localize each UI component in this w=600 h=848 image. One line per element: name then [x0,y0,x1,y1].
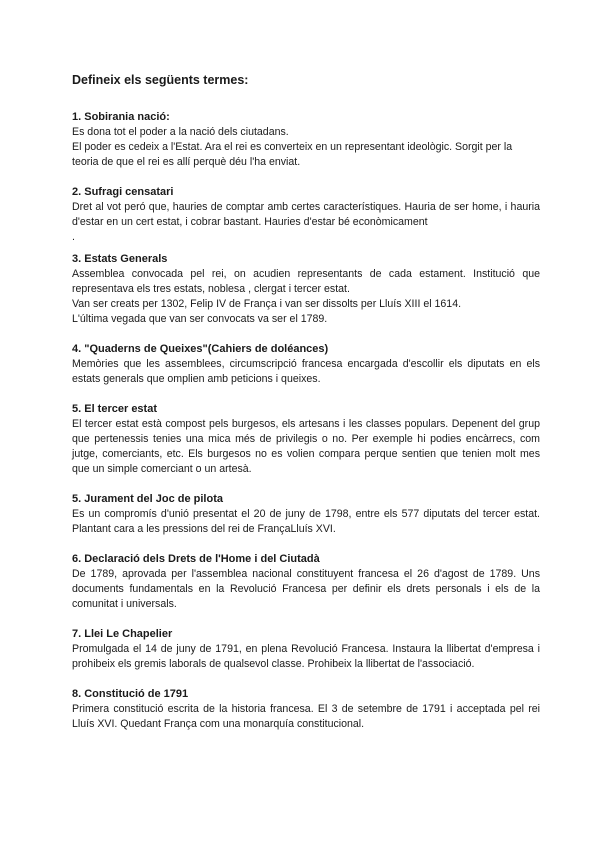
section-paragraph: Es un compromís d'unió presentat el 20 de juny de 1798, entre els 577 diputats del tercer estat. Plantant cara a les pressions del rei de FrançaLluís XVI. [72,508,540,535]
section-llei-chapelier [72,627,540,672]
section-paragraph: Primera constitució escrita de la historia francesa. El 3 de setembre de 1791 i acceptada pel rei Lluís XVI. Quedant França com una monarquía constitucional. [72,703,540,730]
section-estats-generals [72,252,540,327]
section-heading: 1. Sobirania nació: [72,111,170,123]
section-heading: 4. "Quaderns de Queixes"(Cahiers de doléances) [72,343,329,355]
section-paragraph: Es dona tot el poder a la nació dels ciutadans. [72,126,289,138]
section-heading: 6. Declaració dels Drets de l'Home i del Ciutadà [72,553,320,565]
section-jurament [72,492,540,537]
section-quaderns [72,342,540,387]
section-paragraph: El tercer estat està compost pels burgesos, els artesans i les classes populars. Depenent del grup que pertenessis tenies una mica més de privilegis o no. Per exemple hi podies encàrrecs, com jutge, comerciants, etc. Els burgesos no es volien compara perque sentien que tenien molt mes que un simple comerciant o un artesà. [72,418,540,475]
section-heading: 8. Constitució de 1791 [72,688,189,700]
document-title: Defineix els següents termes: [72,73,249,87]
section-heading: 2. Sufragi censatari [72,186,174,198]
section-paragraph: Dret al vot peró que, hauries de comptar amb certes característiques. Hauria de ser home, i hauria d'estar en un cert estat, i cobrar bastant. Hauries d'estar bé econòmicament [72,201,540,228]
section-paragraph: Memòries que les assemblees, circumscripció francesa encargada d'escollir els diputats en els estats generals que omplien amb peticions i queixes. [72,358,540,385]
section-paragraph: De 1789, aprovada per l'assemblea nacional constituyent francesa el 26 d'agost de 1789. Uns documents fundamentals en la Revolució Francesa per definir els drets personals i els de la comunitat i universals. [72,568,540,610]
section-paragraph: . [72,231,75,243]
section-paragraph: Promulgada el 14 de juny de 1791, en plena Revolució Francesa. Instaura la llibertat d'empresa i prohibeix els gremis laborals de qualsevol classe. Prohibeix la llibertat de l'associació. [72,643,540,670]
section-paragraph: Van ser creats per 1302, Felip IV de França i van ser dissolts per Lluís XIII el 1614. [72,298,462,310]
section-constitucio [72,687,540,732]
section-sufragi [72,185,540,245]
section-paragraph: Assemblea convocada pel rei, on acudien representants de cada estament. Institució que representava els tres estats, noblesa , clergat i tercer estat. [72,268,540,295]
section-declaracio [72,552,540,612]
section-paragraph: El poder es cedeix a l'Estat. Ara el rei es converteix en un representant ideològic. Sorgit per la teoria de que el rei es allí perquè déu l'ha enviat. [72,141,513,168]
section-heading: 5. Jurament del Joc de pilota [72,493,223,505]
section-paragraph: L'última vegada que van ser convocats va ser el 1789. [72,313,328,325]
section-heading: 5. El tercer estat [72,403,157,415]
section-tercer-estat [72,402,540,477]
section-heading: 3. Estats Generals [72,253,168,265]
section-heading: 7. Llei Le Chapelier [72,628,173,640]
section-sobirania [72,110,540,170]
